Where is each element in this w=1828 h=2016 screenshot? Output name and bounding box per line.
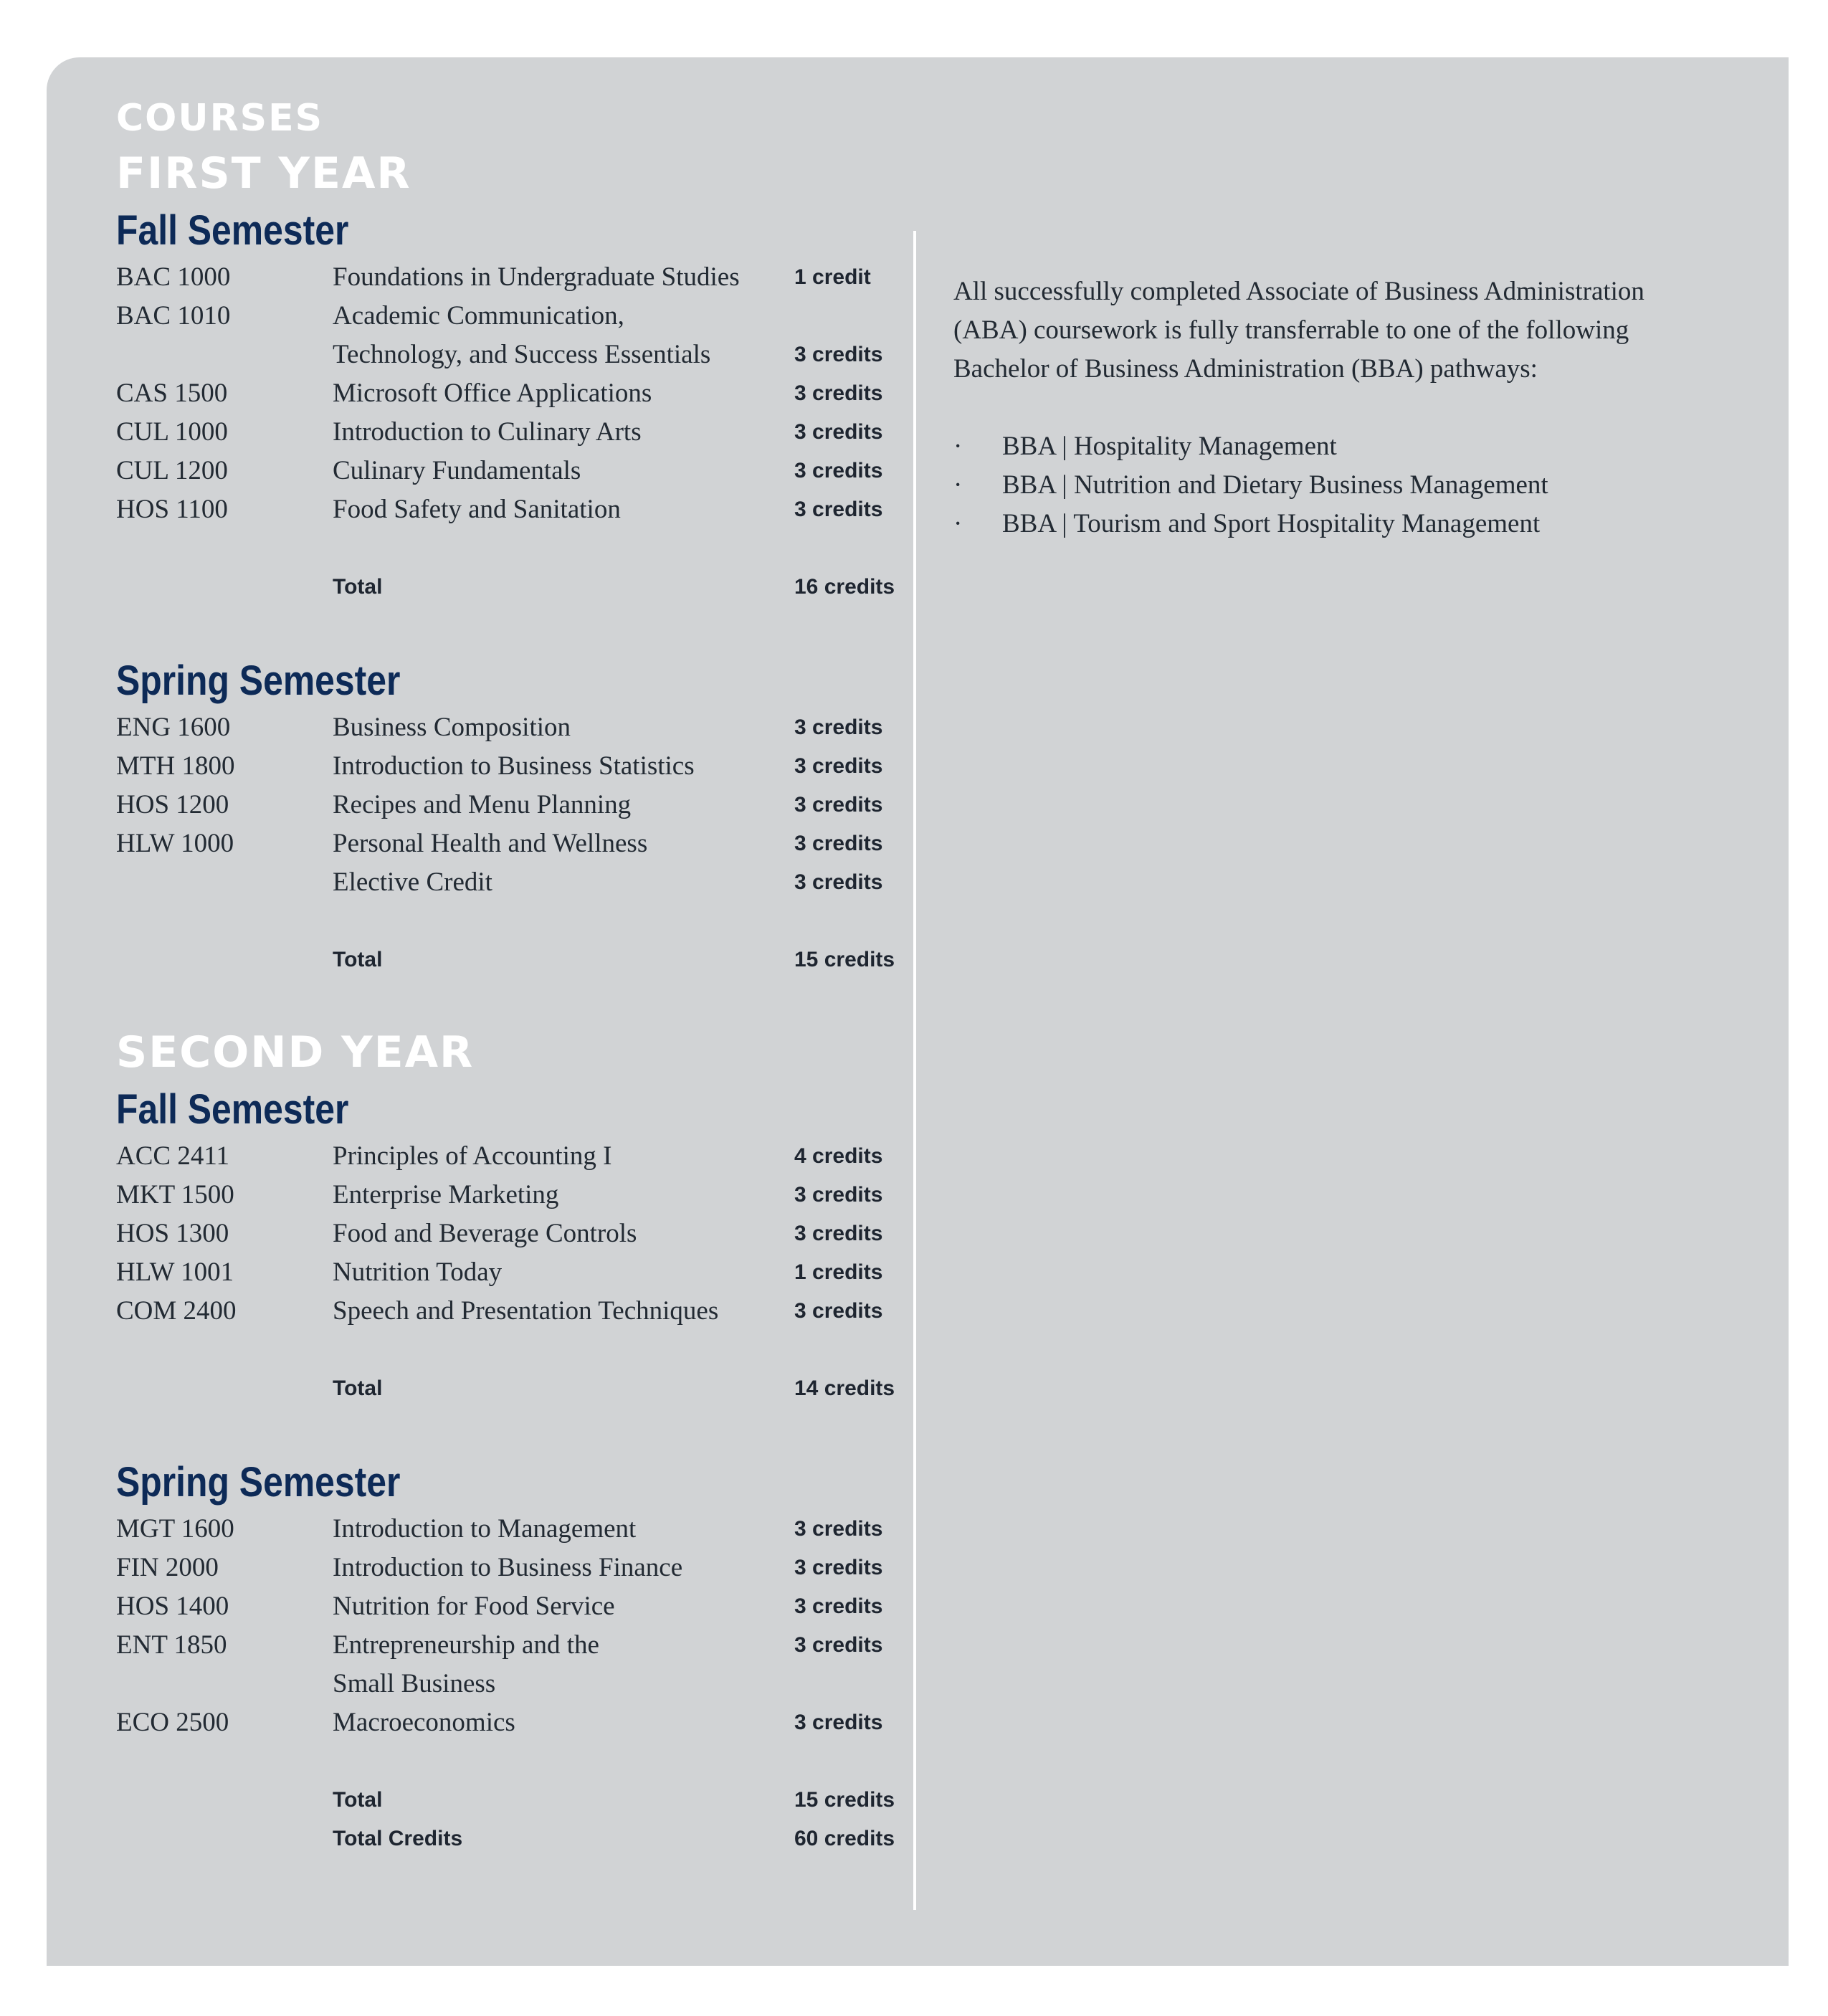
intro-text-line: Bachelor of Business Administration (BBA) pathways: xyxy=(953,354,1538,384)
course-title: Introduction to Management xyxy=(333,1514,637,1544)
table-row xyxy=(116,863,919,902)
pathway-list xyxy=(953,427,1728,543)
course-credits: 3 credits xyxy=(794,793,883,817)
course-code: HOS 1400 xyxy=(116,1592,229,1621)
total-label: Total xyxy=(333,1377,383,1400)
total-credits: 15 credits xyxy=(794,1788,895,1812)
grand-total-credits: 60 credits xyxy=(794,1827,895,1850)
course-credits: 3 credits xyxy=(794,754,883,778)
total-credits: 14 credits xyxy=(794,1377,895,1400)
course-title: Speech and Presentation Techniques xyxy=(333,1296,719,1326)
semester-total-row xyxy=(116,1781,919,1820)
table-row xyxy=(116,747,919,786)
course-credits: 3 credits xyxy=(794,1517,883,1541)
course-title: Foundations in Undergraduate Studies xyxy=(333,262,740,292)
course-code: HOS 1300 xyxy=(116,1219,229,1248)
course-title: Food and Beverage Controls xyxy=(333,1219,637,1248)
table-row xyxy=(116,1626,919,1665)
course-code: ECO 2500 xyxy=(116,1708,229,1737)
course-title: Culinary Fundamentals xyxy=(333,456,581,485)
course-title: Recipes and Menu Planning xyxy=(333,790,632,819)
course-title: Nutrition for Food Service xyxy=(333,1592,615,1621)
semester-total-row xyxy=(116,941,919,979)
table-row xyxy=(116,374,919,413)
course-credits: 3 credits xyxy=(794,715,883,739)
course-credits: 3 credits xyxy=(794,1633,883,1657)
intro-text-line: (ABA) coursework is fully transferrable to one of the following xyxy=(953,315,1629,345)
course-code: HLW 1001 xyxy=(116,1257,234,1287)
total-credits: 15 credits xyxy=(794,948,895,971)
semester-table xyxy=(116,258,919,607)
table-row xyxy=(116,1176,919,1214)
table-row xyxy=(116,452,919,490)
course-code: BAC 1000 xyxy=(116,262,231,292)
course-title: Introduction to Culinary Arts xyxy=(333,417,642,447)
course-list xyxy=(116,93,919,1858)
bullet-icon: · xyxy=(953,470,963,500)
course-credits: 3 credits xyxy=(794,870,883,894)
pathway-label: BBA | Nutrition and Dietary Business Management xyxy=(1002,470,1548,500)
course-code: HOS 1200 xyxy=(116,790,229,819)
table-row xyxy=(116,1665,919,1703)
table-row xyxy=(116,1214,919,1253)
total-label: Total xyxy=(333,948,383,971)
bullet-icon: · xyxy=(953,509,963,538)
semester-heading: Fall Semester xyxy=(116,1086,349,1133)
course-title: Enterprise Marketing xyxy=(333,1180,559,1209)
course-title: Introduction to Business Statistics xyxy=(333,751,695,781)
column-divider xyxy=(913,231,916,1910)
intro-text-line: All successfully completed Associate of Business Administration xyxy=(953,277,1644,306)
table-row xyxy=(116,413,919,452)
table-row xyxy=(116,1253,919,1292)
section-title: COURSES xyxy=(116,97,324,140)
table-row xyxy=(116,708,919,747)
course-code: MTH 1800 xyxy=(116,751,235,781)
semester-total-row xyxy=(116,1369,919,1408)
course-code: ENT 1850 xyxy=(116,1630,227,1660)
table-row xyxy=(116,824,919,863)
course-code: MKT 1500 xyxy=(116,1180,234,1209)
total-credits: 16 credits xyxy=(794,575,895,599)
course-credits: 3 credits xyxy=(794,498,883,521)
table-row xyxy=(116,1587,919,1626)
course-code: HOS 1100 xyxy=(116,495,228,524)
table-row xyxy=(116,1703,919,1742)
course-code: CUL 1200 xyxy=(116,456,228,485)
course-credits: 3 credits xyxy=(794,1711,883,1734)
table-row xyxy=(116,786,919,824)
course-credits: 3 credits xyxy=(794,1222,883,1245)
grand-total-label: Total Credits xyxy=(333,1827,463,1850)
grand-total-row xyxy=(116,1820,919,1858)
course-credits: 3 credits xyxy=(794,459,883,482)
course-credits: 3 credits xyxy=(794,1299,883,1323)
course-title: Macroeconomics xyxy=(333,1708,515,1737)
year-heading: SECOND YEAR xyxy=(116,1027,475,1078)
list-item xyxy=(953,505,1728,543)
course-code: COM 2400 xyxy=(116,1296,237,1326)
course-code: CUL 1000 xyxy=(116,417,228,447)
course-code: HLW 1000 xyxy=(116,829,234,858)
course-title: Personal Health and Wellness xyxy=(333,829,648,858)
table-row xyxy=(116,336,919,374)
table-row xyxy=(116,258,919,297)
course-credits: 3 credits xyxy=(794,1183,883,1207)
course-code: MGT 1600 xyxy=(116,1514,234,1544)
pathway-info xyxy=(953,272,1728,543)
list-item xyxy=(953,427,1728,466)
list-item xyxy=(953,466,1728,505)
course-credits: 1 credits xyxy=(794,1260,883,1284)
pathway-label: BBA | Hospitality Management xyxy=(1002,432,1337,461)
course-title: Elective Credit xyxy=(333,867,492,897)
course-code: BAC 1010 xyxy=(116,301,231,331)
semester-table xyxy=(116,1510,919,1858)
course-credits: 3 credits xyxy=(794,1556,883,1579)
course-title: Principles of Accounting I xyxy=(333,1141,612,1171)
semester-total-row xyxy=(116,568,919,607)
semester-heading: Spring Semester xyxy=(116,657,401,704)
table-row xyxy=(116,1510,919,1549)
course-credits: 3 credits xyxy=(794,832,883,855)
semester-heading: Spring Semester xyxy=(116,1459,401,1506)
course-title: Technology, and Success Essentials xyxy=(333,340,711,369)
course-title: Food Safety and Sanitation xyxy=(333,495,621,524)
pathway-label: BBA | Tourism and Sport Hospitality Management xyxy=(1002,509,1541,538)
semester-heading: Fall Semester xyxy=(116,207,349,254)
course-title: Introduction to Business Finance xyxy=(333,1553,683,1582)
semester-table xyxy=(116,708,919,979)
course-credits: 1 credit xyxy=(794,265,871,289)
course-credits: 3 credits xyxy=(794,1594,883,1618)
course-title: Small Business xyxy=(333,1669,496,1698)
year-heading: FIRST YEAR xyxy=(116,148,411,199)
course-title: Business Composition xyxy=(333,713,571,742)
course-title: Microsoft Office Applications xyxy=(333,379,652,408)
table-row xyxy=(116,1137,919,1176)
course-credits: 3 credits xyxy=(794,381,883,405)
course-code: ENG 1600 xyxy=(116,713,231,742)
course-code: FIN 2000 xyxy=(116,1553,219,1582)
course-credits: 4 credits xyxy=(794,1144,883,1168)
table-row xyxy=(116,490,919,529)
table-row xyxy=(116,297,919,336)
total-label: Total xyxy=(333,575,383,599)
course-code: CAS 1500 xyxy=(116,379,228,408)
bullet-icon: · xyxy=(953,432,963,461)
course-credits: 3 credits xyxy=(794,420,883,444)
course-code: ACC 2411 xyxy=(116,1141,229,1171)
semester-table xyxy=(116,1137,919,1408)
table-row xyxy=(116,1549,919,1587)
course-title: Nutrition Today xyxy=(333,1257,503,1287)
course-title: Entrepreneurship and the xyxy=(333,1630,599,1660)
course-title: Academic Communication, xyxy=(333,301,624,331)
total-label: Total xyxy=(333,1788,383,1812)
course-credits: 3 credits xyxy=(794,343,883,366)
table-row xyxy=(116,1292,919,1331)
